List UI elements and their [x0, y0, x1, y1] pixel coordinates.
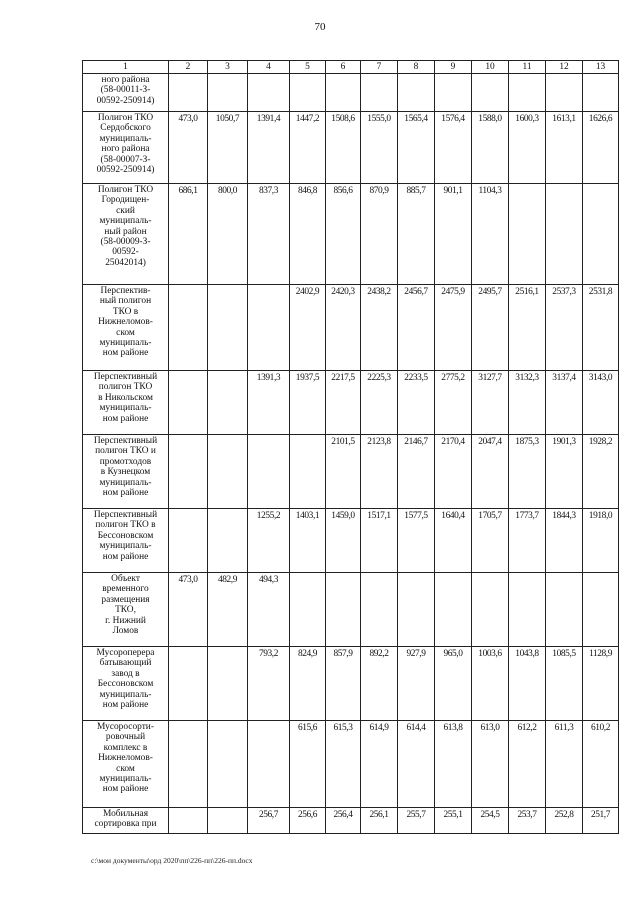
value-cell: 837,3 [248, 184, 290, 285]
value-cell: 256,4 [326, 808, 361, 834]
header-cell: 11 [509, 61, 546, 74]
page-number: 70 [314, 21, 326, 33]
value-cell [169, 721, 208, 808]
value-cell: 3143,0 [583, 371, 619, 435]
value-cell: 482,9 [208, 573, 248, 647]
value-cell: 2775,2 [435, 371, 472, 435]
value-cell: 901,1 [435, 184, 472, 285]
value-cell: 1517,1 [361, 509, 398, 573]
value-cell: 1391,4 [248, 112, 290, 184]
value-cell [248, 285, 290, 371]
value-cell [208, 647, 248, 721]
table-row [83, 184, 619, 285]
header-cell: 2 [169, 61, 208, 74]
value-cell: 1844,3 [546, 509, 583, 573]
value-cell: 846,8 [290, 184, 326, 285]
facility-name-cell: Полигон ТКО Городищен- ский муниципаль- ный район (58-00009-З- 00592- 25042014) [83, 184, 169, 285]
value-cell: 686,1 [169, 184, 208, 285]
header-cell: 13 [583, 61, 619, 74]
value-cell: 2101,5 [326, 435, 361, 509]
value-cell [361, 573, 398, 647]
header-cell: 4 [248, 61, 290, 74]
value-cell: 1705,7 [472, 509, 509, 573]
header-cell: 9 [435, 61, 472, 74]
value-cell: 615,3 [326, 721, 361, 808]
facility-name-cell: Полигон ТКО Сердобского муниципаль- ного района (58-00007-З- 00592-250914) [83, 112, 169, 184]
header-row [83, 61, 619, 74]
value-cell: 3132,3 [509, 371, 546, 435]
value-cell: 613,0 [472, 721, 509, 808]
value-cell: 1640,4 [435, 509, 472, 573]
value-cell: 613,8 [435, 721, 472, 808]
value-cell [361, 74, 398, 112]
value-cell: 2475,9 [435, 285, 472, 371]
value-cell: 824,9 [290, 647, 326, 721]
value-cell [248, 435, 290, 509]
value-cell: 2456,7 [398, 285, 435, 371]
value-cell [208, 371, 248, 435]
value-cell: 2146,7 [398, 435, 435, 509]
value-cell: 1555,0 [361, 112, 398, 184]
value-cell: 1875,3 [509, 435, 546, 509]
value-cell: 256,6 [290, 808, 326, 834]
value-cell [398, 573, 435, 647]
value-cell: 1050,7 [208, 112, 248, 184]
value-cell [546, 184, 583, 285]
value-cell [583, 74, 619, 112]
header-cell: 6 [326, 61, 361, 74]
value-cell: 1403,1 [290, 509, 326, 573]
value-cell [546, 573, 583, 647]
value-cell: 610,2 [583, 721, 619, 808]
value-cell: 2170,4 [435, 435, 472, 509]
value-cell: 1613,1 [546, 112, 583, 184]
value-cell: 2537,3 [546, 285, 583, 371]
value-cell: 614,9 [361, 721, 398, 808]
value-cell [472, 573, 509, 647]
table-row [83, 647, 619, 721]
value-cell [509, 184, 546, 285]
value-cell: 793,2 [248, 647, 290, 721]
header-cell: 8 [398, 61, 435, 74]
value-cell: 2217,5 [326, 371, 361, 435]
header-cell: 1 [83, 61, 169, 74]
data-table [82, 60, 619, 834]
value-cell: 1447,2 [290, 112, 326, 184]
header-cell: 7 [361, 61, 398, 74]
value-cell: 1128,9 [583, 647, 619, 721]
value-cell: 1600,3 [509, 112, 546, 184]
value-cell: 1255,2 [248, 509, 290, 573]
file-path-footer: c:\мои документы\орд 2020\пп\226-пп\226-пп.docx [91, 856, 253, 865]
value-cell [169, 371, 208, 435]
value-cell: 1576,4 [435, 112, 472, 184]
value-cell: 1918,0 [583, 509, 619, 573]
facility-name-cell: Перспективный полигон ТКО в Никольском муниципаль- ном районе [83, 371, 169, 435]
value-cell: 614,4 [398, 721, 435, 808]
value-cell: 1508,6 [326, 112, 361, 184]
value-cell: 2402,9 [290, 285, 326, 371]
value-cell [248, 721, 290, 808]
value-cell [208, 435, 248, 509]
table-row [83, 435, 619, 509]
value-cell: 2047,4 [472, 435, 509, 509]
value-cell: 255,1 [435, 808, 472, 834]
value-cell [435, 573, 472, 647]
value-cell [169, 808, 208, 834]
value-cell [509, 74, 546, 112]
table-row [83, 509, 619, 573]
value-cell: 1928,2 [583, 435, 619, 509]
value-cell [169, 509, 208, 573]
value-cell: 2516,1 [509, 285, 546, 371]
value-cell [290, 573, 326, 647]
facility-name-cell: Перспективный полигон ТКО в Бессоновском муниципаль- ном районе [83, 509, 169, 573]
value-cell [472, 74, 509, 112]
value-cell: 473,0 [169, 573, 208, 647]
value-cell [326, 74, 361, 112]
value-cell: 611,3 [546, 721, 583, 808]
table-body [83, 61, 619, 834]
table-row [83, 74, 619, 112]
value-cell: 2123,8 [361, 435, 398, 509]
table-row [83, 721, 619, 808]
value-cell: 1459,0 [326, 509, 361, 573]
value-cell: 1104,3 [472, 184, 509, 285]
value-cell: 1391,3 [248, 371, 290, 435]
table-row [83, 285, 619, 371]
header-cell: 3 [208, 61, 248, 74]
value-cell [546, 74, 583, 112]
value-cell [169, 74, 208, 112]
value-cell: 473,0 [169, 112, 208, 184]
value-cell [208, 285, 248, 371]
value-cell [583, 184, 619, 285]
value-cell: 3127,7 [472, 371, 509, 435]
value-cell: 1085,5 [546, 647, 583, 721]
value-cell: 494,3 [248, 573, 290, 647]
value-cell [169, 285, 208, 371]
header-cell: 5 [290, 61, 326, 74]
facility-name-cell: Перспективный полигон ТКО и промотходов в Кузнецком муниципаль- ном районе [83, 435, 169, 509]
value-cell: 251,7 [583, 808, 619, 834]
value-cell: 2438,2 [361, 285, 398, 371]
value-cell [326, 573, 361, 647]
value-cell: 3137,4 [546, 371, 583, 435]
value-cell: 870,9 [361, 184, 398, 285]
table-row [83, 573, 619, 647]
facility-name-cell: Перспектив- ный полигон ТКО в Нижнеломов- ском муниципаль- ном районе [83, 285, 169, 371]
value-cell: 2531,8 [583, 285, 619, 371]
value-cell [509, 573, 546, 647]
header-cell: 12 [546, 61, 583, 74]
value-cell: 612,2 [509, 721, 546, 808]
value-cell: 1588,0 [472, 112, 509, 184]
value-cell: 856,6 [326, 184, 361, 285]
table-row [83, 112, 619, 184]
value-cell: 253,7 [509, 808, 546, 834]
facility-name-cell: Объект временного размещения ТКО, г. Нижний Ломов [83, 573, 169, 647]
value-cell [398, 74, 435, 112]
value-cell [169, 435, 208, 509]
value-cell: 885,7 [398, 184, 435, 285]
value-cell: 1565,4 [398, 112, 435, 184]
value-cell: 1901,3 [546, 435, 583, 509]
value-cell: 252,8 [546, 808, 583, 834]
value-cell: 256,1 [361, 808, 398, 834]
facility-name-cell: ного района (58-00011-З- 00592-250914) [83, 74, 169, 112]
value-cell: 1577,5 [398, 509, 435, 573]
value-cell [435, 74, 472, 112]
value-cell: 2420,3 [326, 285, 361, 371]
value-cell: 1937,5 [290, 371, 326, 435]
value-cell [290, 74, 326, 112]
value-cell: 800,0 [208, 184, 248, 285]
value-cell: 2233,5 [398, 371, 435, 435]
facility-name-cell: Мобильная сортировка при [83, 808, 169, 834]
value-cell: 2225,3 [361, 371, 398, 435]
table-row [83, 371, 619, 435]
value-cell: 1773,7 [509, 509, 546, 573]
table-row [83, 808, 619, 834]
value-cell: 256,7 [248, 808, 290, 834]
value-cell [208, 74, 248, 112]
value-cell [208, 721, 248, 808]
facility-name-cell: Мусоросорти- ровочный комплекс в Нижнеломов- ском муниципаль- ном районе [83, 721, 169, 808]
value-cell: 1043,8 [509, 647, 546, 721]
value-cell: 927,9 [398, 647, 435, 721]
value-cell: 254,5 [472, 808, 509, 834]
value-cell [248, 74, 290, 112]
value-cell [169, 647, 208, 721]
header-cell: 10 [472, 61, 509, 74]
value-cell [208, 509, 248, 573]
value-cell: 1003,6 [472, 647, 509, 721]
value-cell [290, 435, 326, 509]
facility-name-cell: Мусоропереpa батывающий завод в Бессоновском муниципаль- ном районе [83, 647, 169, 721]
value-cell: 615,6 [290, 721, 326, 808]
value-cell: 1626,6 [583, 112, 619, 184]
value-cell: 857,9 [326, 647, 361, 721]
value-cell [208, 808, 248, 834]
value-cell [583, 573, 619, 647]
value-cell: 255,7 [398, 808, 435, 834]
value-cell: 965,0 [435, 647, 472, 721]
value-cell: 2495,7 [472, 285, 509, 371]
value-cell: 892,2 [361, 647, 398, 721]
